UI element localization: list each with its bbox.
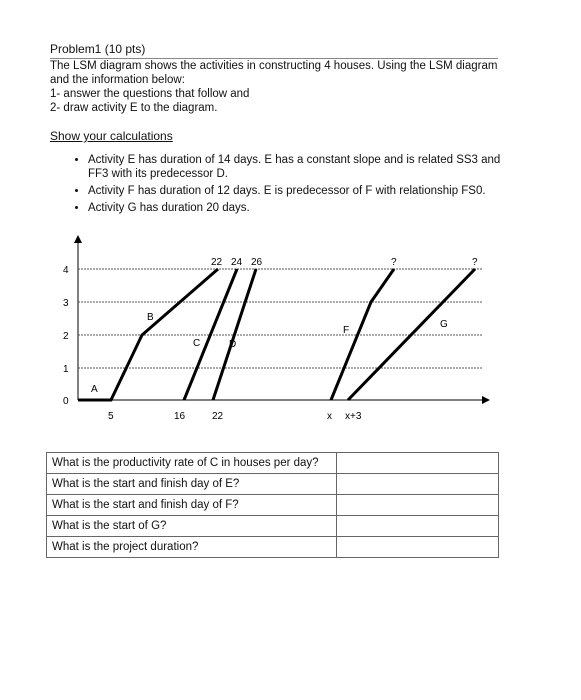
y-tick-label: 0 <box>63 396 69 407</box>
activity-label-b: B <box>147 312 154 323</box>
activity-label-f: F <box>343 325 350 336</box>
answer-cell[interactable] <box>337 537 499 558</box>
x-tick-label: 22 <box>212 411 224 422</box>
instruction-2: 2- draw activity E to the diagram. <box>50 102 218 114</box>
bullet-activity-g: • Activity G has duration 20 days. <box>88 201 508 215</box>
table-row <box>47 495 499 516</box>
activity-label-c: C <box>193 338 201 349</box>
y-tick-label: 1 <box>63 364 69 375</box>
show-calculations-heading: Show your calculations <box>50 129 173 143</box>
answer-cell[interactable] <box>337 474 499 495</box>
answer-cell[interactable] <box>337 453 499 474</box>
bullet-activity-f: • Activity F has duration of 12 days. E is predecessor of F with relationship FS0. <box>88 184 508 198</box>
table-row <box>47 516 499 537</box>
bullet-activity-e: • Activity E has duration of 14 days. E has a constant slope and is related SS3 and FF3 with its predecessor D. <box>88 153 508 181</box>
activity-label-a: A <box>91 384 98 395</box>
activity-label-d: D <box>229 339 237 350</box>
y-tick-label: 4 <box>63 265 69 276</box>
top-label: ? <box>391 257 397 268</box>
question-cell: What is the productivity rate of C in houses per day? <box>47 453 337 474</box>
instruction-1: 1- answer the questions that follow and <box>50 88 250 100</box>
top-label: 24 <box>231 257 243 268</box>
top-label: ? <box>472 257 478 268</box>
y-tick-label: 2 <box>63 331 69 342</box>
activity-label-g: G <box>440 319 448 330</box>
question-cell: What is the project duration? <box>47 537 337 558</box>
top-label: 26 <box>251 257 263 268</box>
y-axis-arrowhead <box>74 235 82 243</box>
table-row <box>47 537 499 558</box>
x-tick-label: 5 <box>108 411 114 422</box>
x-tick-label: x+3 <box>345 411 362 422</box>
y-tick-label: 3 <box>63 298 69 309</box>
x-tick-label: 16 <box>174 411 186 422</box>
intro-text: The LSM diagram shows the activities in constructing 4 houses. Using the LSM diagram and the information below: <box>50 60 498 86</box>
questions-table <box>46 452 499 558</box>
x-tick-label: x <box>327 411 332 422</box>
x-axis-arrowhead <box>482 396 490 404</box>
question-cell: What is the start of G? <box>47 516 337 537</box>
question-cell: What is the start and finish day of F? <box>47 495 337 516</box>
table-row <box>47 474 499 495</box>
answer-cell[interactable] <box>337 516 499 537</box>
answer-cell[interactable] <box>337 495 499 516</box>
top-label: 22 <box>211 257 223 268</box>
question-cell: What is the start and finish day of E? <box>47 474 337 495</box>
problem-title: Problem1 (10 pts) <box>50 42 146 56</box>
table-row <box>47 453 499 474</box>
